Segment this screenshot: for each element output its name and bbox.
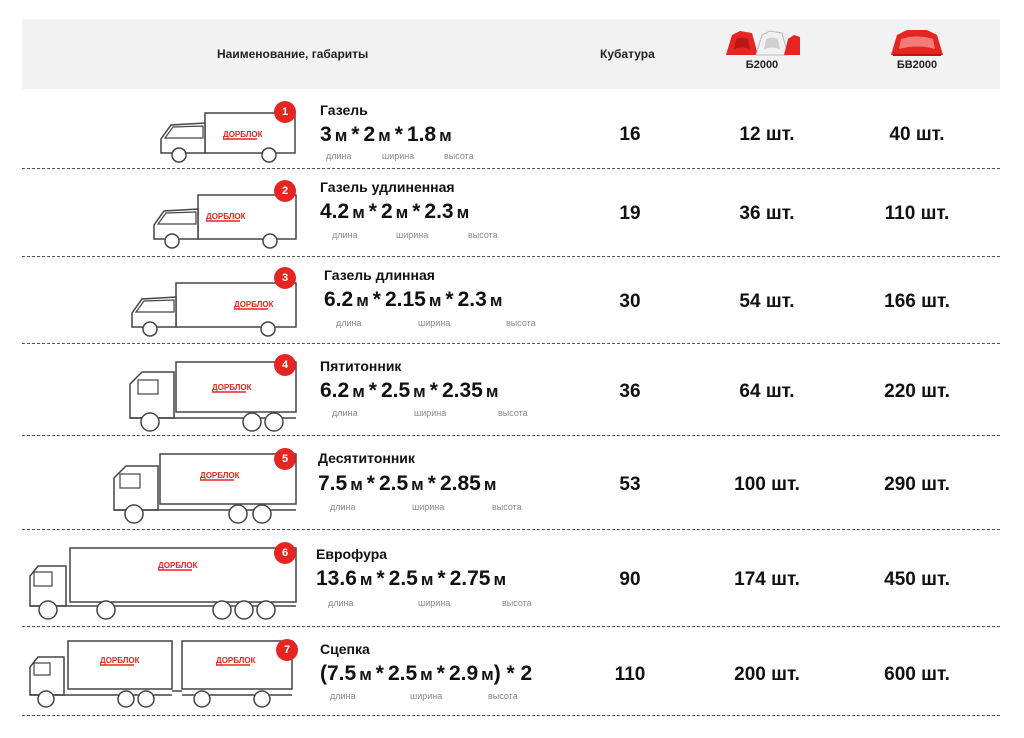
- svg-text:ДОРБЛОК: ДОРБЛОК: [100, 656, 140, 665]
- bv2000-count: 290 шт.: [884, 474, 950, 495]
- eurotruck-icon: [26, 546, 298, 622]
- table-row: [22, 169, 1000, 257]
- bv2000-count: 40 шт.: [889, 124, 945, 145]
- length-label: длина: [336, 318, 362, 328]
- header-bv2000-label: БВ2000: [896, 59, 938, 71]
- row-number-badge: 7: [276, 639, 298, 661]
- length-label: длина: [326, 151, 352, 161]
- row-number-badge: 2: [274, 180, 296, 202]
- b2000-count: 64 шт.: [739, 381, 795, 402]
- vehicle-name: Газель: [320, 102, 368, 118]
- svg-text:ДОРБЛОК: ДОРБЛОК: [158, 561, 198, 570]
- width-label: ширина: [382, 151, 415, 161]
- width-label: ширина: [412, 502, 445, 512]
- b2000-count: 100 шт.: [734, 474, 800, 495]
- header-bv2000: [882, 27, 952, 71]
- road-train-icon: [26, 639, 296, 711]
- row-number-badge: 6: [274, 542, 296, 564]
- volume-value: 110: [614, 664, 646, 685]
- vehicle-dimensions: 6.2 м * 2.5 м * 2.35 м: [320, 379, 499, 402]
- vehicle-name: Газель удлиненная: [320, 179, 455, 195]
- row-number-badge: 5: [274, 448, 296, 470]
- svg-text:ДОРБЛОК: ДОРБЛОК: [216, 656, 256, 665]
- b2000-count: 54 шт.: [739, 291, 795, 312]
- svg-text:ДОРБЛОК: ДОРБЛОК: [200, 471, 240, 480]
- svg-text:ДОРБЛОК: ДОРБЛОК: [212, 383, 252, 392]
- header-name: Наименование, габариты: [217, 47, 369, 61]
- length-label: длина: [330, 502, 356, 512]
- height-label: высота: [502, 598, 532, 608]
- row-number-badge: 1: [274, 101, 296, 123]
- height-label: высота: [492, 502, 522, 512]
- height-label: высота: [506, 318, 536, 328]
- vehicle-name: Десятитонник: [318, 450, 415, 466]
- svg-text:ДОРБЛОК: ДОРБЛОК: [206, 212, 246, 221]
- row-number-badge: 3: [274, 267, 296, 289]
- height-label: высота: [488, 691, 518, 701]
- header-b2000: [722, 27, 802, 71]
- length-label: длина: [332, 230, 358, 240]
- vehicle-dimensions: 7.5 м * 2.5 м * 2.85 м: [318, 472, 497, 495]
- svg-text:ДОРБЛОК: ДОРБЛОК: [234, 300, 274, 309]
- table-row: [22, 257, 1000, 344]
- table-row: [22, 436, 1000, 530]
- row-number-badge: 4: [274, 354, 296, 376]
- gazelle-extra-long-truck-icon: [128, 277, 298, 339]
- b2000-count: 200 шт.: [734, 664, 800, 685]
- length-label: длина: [330, 691, 356, 701]
- volume-value: 19: [619, 203, 641, 224]
- width-label: ширина: [418, 318, 451, 328]
- height-label: высота: [498, 408, 528, 418]
- vehicle-name: Пятитонник: [320, 358, 402, 374]
- barrier-red-white-icon: [722, 27, 802, 57]
- header-b2000-label: Б2000: [745, 59, 779, 71]
- vehicle-dimensions: 4.2 м * 2 м * 2.3 м: [320, 200, 470, 223]
- height-label: высота: [468, 230, 498, 240]
- volume-value: 90: [619, 569, 641, 590]
- vehicle-dimensions: (7.5 м * 2.5 м * 2.9 м) * 2: [320, 662, 533, 685]
- vehicle-dimensions: 6.2 м * 2.15 м * 2.3 м: [324, 288, 503, 311]
- volume-value: 30: [619, 291, 641, 312]
- bv2000-count: 110 шт.: [884, 203, 950, 224]
- header-volume: Кубатура: [600, 47, 655, 61]
- width-label: ширина: [414, 408, 447, 418]
- barrier-red-icon: [887, 27, 947, 57]
- bv2000-count: 450 шт.: [884, 569, 950, 590]
- width-label: ширина: [410, 691, 443, 701]
- volume-value: 16: [619, 124, 641, 145]
- volume-value: 36: [619, 381, 641, 402]
- vehicle-dimensions: 3 м * 2 м * 1.8 м: [320, 123, 452, 146]
- table-row: [22, 627, 1000, 716]
- vehicle-table: [22, 19, 1000, 716]
- bv2000-count: 166 шт.: [884, 291, 950, 312]
- table-row: [22, 344, 1000, 436]
- vehicle-dimensions: 13.6 м * 2.5 м * 2.75 м: [316, 567, 507, 590]
- width-label: ширина: [396, 230, 429, 240]
- length-label: длина: [328, 598, 354, 608]
- length-label: длина: [332, 408, 358, 418]
- volume-value: 53: [619, 474, 641, 495]
- bv2000-count: 600 шт.: [884, 664, 950, 685]
- width-label: ширина: [418, 598, 451, 608]
- b2000-count: 36 шт.: [739, 203, 795, 224]
- vehicle-name: Сцепка: [320, 641, 370, 657]
- five-ton-truck-icon: [126, 358, 298, 434]
- table-header: [22, 19, 1000, 89]
- svg-text:ДОРБЛОК: ДОРБЛОК: [223, 130, 263, 139]
- table-row: [22, 89, 1000, 169]
- ten-ton-truck-icon: [110, 450, 298, 526]
- bv2000-count: 220 шт.: [884, 381, 950, 402]
- vehicle-name: Еврофура: [316, 546, 388, 562]
- table-row: [22, 530, 1000, 627]
- vehicle-name: Газель длинная: [324, 267, 435, 283]
- height-label: высота: [444, 151, 474, 161]
- b2000-count: 174 шт.: [734, 569, 800, 590]
- b2000-count: 12 шт.: [739, 124, 795, 145]
